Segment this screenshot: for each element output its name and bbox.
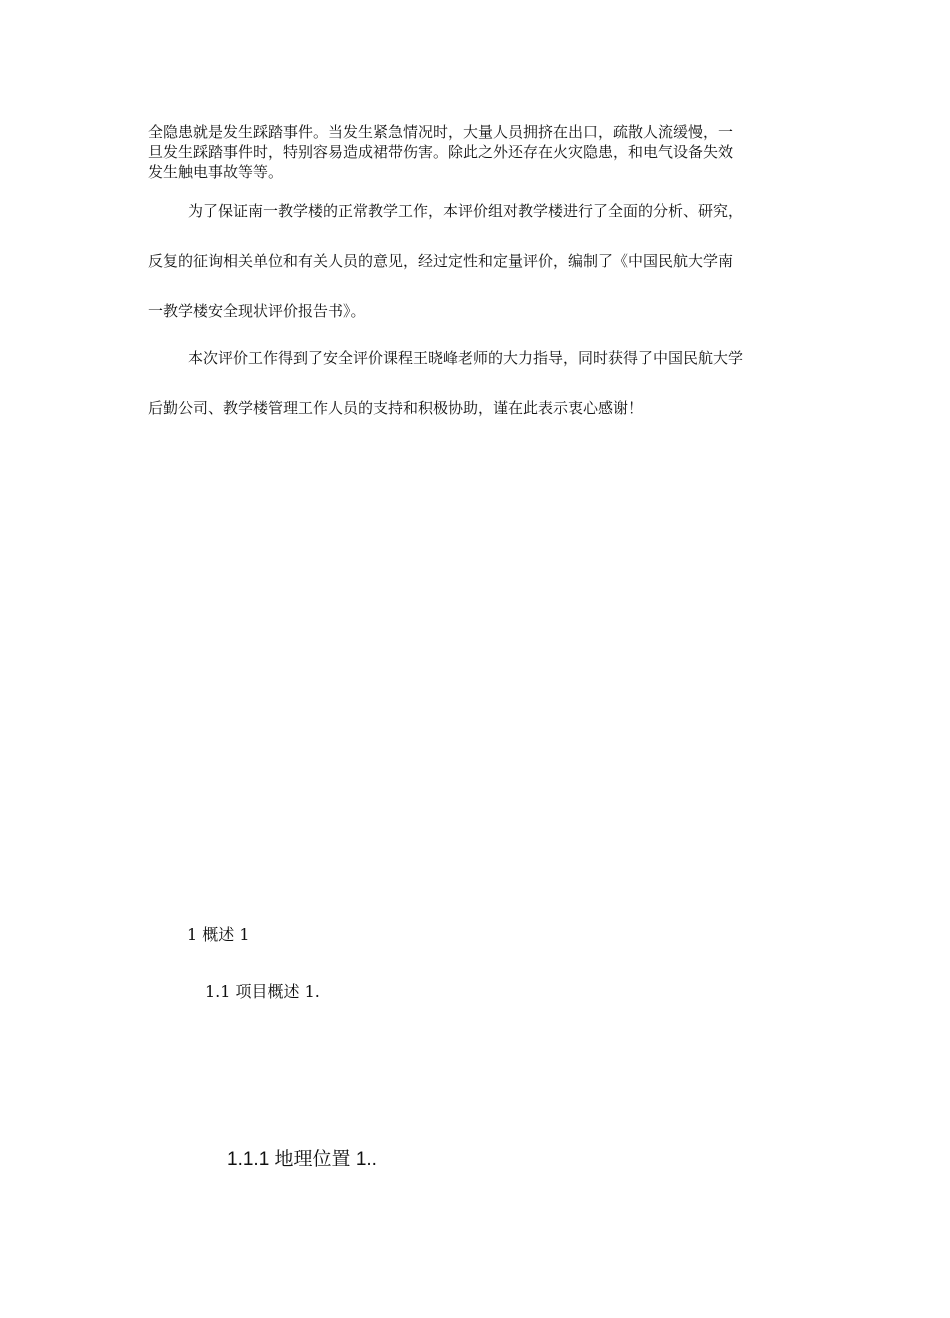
paragraph-hazards — [148, 122, 808, 182]
paragraph-line: 旦发生踩踏事件时，特别容易造成裙带伤害。除此之外还存在火灾隐患，和电气设备失效 — [148, 143, 734, 161]
toc-entry-level2[interactable]: 1.1 项目概述 1. — [205, 982, 320, 1001]
paragraph-purpose — [148, 201, 828, 351]
paragraph-line: 全隐患就是发生踩踏事件。当发生紧急情况时，大量人员拥挤在出口，疏散人流缓慢，一 — [148, 123, 734, 141]
paragraph-acknowledgement — [148, 348, 828, 448]
toc-entry-level3[interactable]: 1.1.1 地理位置 1.. — [227, 1149, 377, 1170]
paragraph-line: 发生触电事故等等。 — [148, 163, 284, 181]
toc-entry-level1[interactable]: 1 概述 1 — [187, 925, 250, 944]
paragraph-line: 为了保证南一教学楼的正常教学工作，本评价组对教学楼进行了全面的分析、研究， — [188, 202, 744, 220]
paragraph-line: 后勤公司、教学楼管理工作人员的支持和积极协助，谨在此表示衷心感谢！ — [148, 399, 644, 417]
paragraph-line: 一教学楼安全现状评价报告书》。 — [148, 302, 366, 320]
paragraph-line: 本次评价工作得到了安全评价课程王晓峰老师的大力指导，同时获得了中国民航大学 — [188, 349, 744, 367]
paragraph-line: 反复的征询相关单位和有关人员的意见，经过定性和定量评价，编制了《中国民航大学南 — [148, 252, 734, 270]
